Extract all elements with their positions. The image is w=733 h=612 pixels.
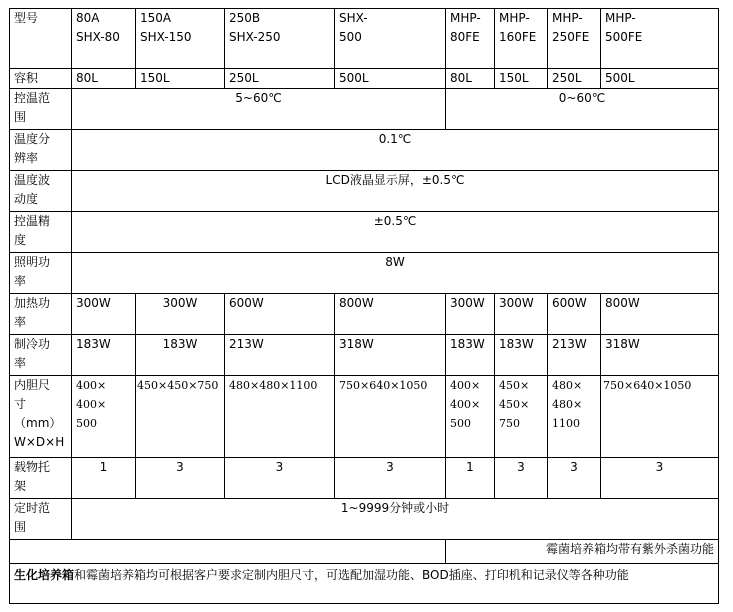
label-resolution: 温度分 辨率 — [10, 130, 72, 171]
shelves-cell: 1 — [446, 458, 495, 499]
accuracy-value: ±0.5℃ — [72, 212, 719, 253]
row-model — [10, 9, 719, 69]
cooling-cell: 318W — [601, 335, 719, 376]
volume-cell: 250L — [548, 69, 601, 89]
cooling-cell: 213W — [548, 335, 601, 376]
row-note — [10, 540, 719, 564]
temp-range-left: 5~60℃ — [72, 89, 446, 130]
heating-cell: 800W — [335, 294, 446, 335]
shelves-cell: 3 — [225, 458, 335, 499]
model-cell: SHX- 500 — [335, 9, 446, 69]
volume-cell: 80L — [446, 69, 495, 89]
heating-cell: 300W — [495, 294, 548, 335]
label-volume: 容积 — [10, 69, 72, 89]
row-footer — [10, 564, 719, 604]
volume-cell: 500L — [335, 69, 446, 89]
cooling-cell: 183W — [495, 335, 548, 376]
inner-size-cell: 480× 480× 1100 — [548, 376, 601, 458]
note-empty-cell — [10, 540, 446, 564]
row-heating — [10, 294, 719, 335]
volume-cell: 250L — [225, 69, 335, 89]
footer-rest: 和霉菌培养箱均可根据客户要求定制内胆尺寸，可选配加湿功能、BOD插座、打印机和记录仪等各种功能 — [74, 568, 629, 582]
shelves-cell: 3 — [601, 458, 719, 499]
row-inner-size — [10, 376, 719, 458]
shelves-cell: 3 — [136, 458, 225, 499]
label-timer: 定时范 围 — [10, 499, 72, 540]
uv-note: 霉菌培养箱均带有紫外杀菌功能 — [446, 540, 719, 564]
label-heating: 加热功 率 — [10, 294, 72, 335]
row-fluctuation — [10, 171, 719, 212]
row-cooling — [10, 335, 719, 376]
heating-cell: 800W — [601, 294, 719, 335]
label-temp-range: 控温范 围 — [10, 89, 72, 130]
inner-size-cell: 400× 400× 500 — [72, 376, 136, 458]
inner-size-cell: 750×640×1050 — [601, 376, 719, 458]
shelves-cell: 3 — [548, 458, 601, 499]
heating-cell: 600W — [225, 294, 335, 335]
cooling-cell: 318W — [335, 335, 446, 376]
inner-size-cell: 450×450×750 — [136, 376, 225, 458]
model-cell: MHP- 160FE — [495, 9, 548, 69]
spec-table — [9, 8, 719, 604]
row-accuracy — [10, 212, 719, 253]
label-cooling: 制冷功 率 — [10, 335, 72, 376]
volume-cell: 80L — [72, 69, 136, 89]
row-shelves — [10, 458, 719, 499]
model-cell: 80A SHX-80 — [72, 9, 136, 69]
resolution-value: 0.1℃ — [72, 130, 719, 171]
row-timer — [10, 499, 719, 540]
model-cell: 150A SHX-150 — [136, 9, 225, 69]
footer-text — [10, 564, 719, 604]
model-cell: 250B SHX-250 — [225, 9, 335, 69]
heating-cell: 300W — [136, 294, 225, 335]
cooling-cell: 183W — [72, 335, 136, 376]
cooling-cell: 183W — [446, 335, 495, 376]
volume-cell: 150L — [136, 69, 225, 89]
lighting-value: 8W — [72, 253, 719, 294]
heating-cell: 600W — [548, 294, 601, 335]
inner-size-cell: 400× 400× 500 — [446, 376, 495, 458]
fluctuation-value: LCD液晶显示屏，±0.5℃ — [72, 171, 719, 212]
shelves-cell: 3 — [335, 458, 446, 499]
label-model: 型号 — [10, 9, 72, 69]
heating-cell: 300W — [446, 294, 495, 335]
label-accuracy: 控温精 度 — [10, 212, 72, 253]
model-cell: MHP- 250FE — [548, 9, 601, 69]
inner-size-cell: 480×480×1100 — [225, 376, 335, 458]
footer-bold: 生化培养箱 — [14, 568, 75, 582]
row-temp-range — [10, 89, 719, 130]
volume-cell: 500L — [601, 69, 719, 89]
timer-value: 1~9999分钟或小时 — [72, 499, 719, 540]
label-inner-size: 内胆尺 寸 （mm） W×D×H — [10, 376, 72, 458]
heating-cell: 300W — [72, 294, 136, 335]
label-shelves: 载物托 架 — [10, 458, 72, 499]
row-resolution — [10, 130, 719, 171]
model-cell: MHP- 80FE — [446, 9, 495, 69]
cooling-cell: 213W — [225, 335, 335, 376]
model-cell: MHP- 500FE — [601, 9, 719, 69]
row-lighting — [10, 253, 719, 294]
volume-cell: 150L — [495, 69, 548, 89]
temp-range-right: 0~60℃ — [446, 89, 719, 130]
shelves-cell: 1 — [72, 458, 136, 499]
inner-size-cell: 750×640×1050 — [335, 376, 446, 458]
label-lighting: 照明功 率 — [10, 253, 72, 294]
inner-size-cell: 450× 450× 750 — [495, 376, 548, 458]
row-volume — [10, 69, 719, 89]
cooling-cell: 183W — [136, 335, 225, 376]
label-fluctuation: 温度波 动度 — [10, 171, 72, 212]
shelves-cell: 3 — [495, 458, 548, 499]
